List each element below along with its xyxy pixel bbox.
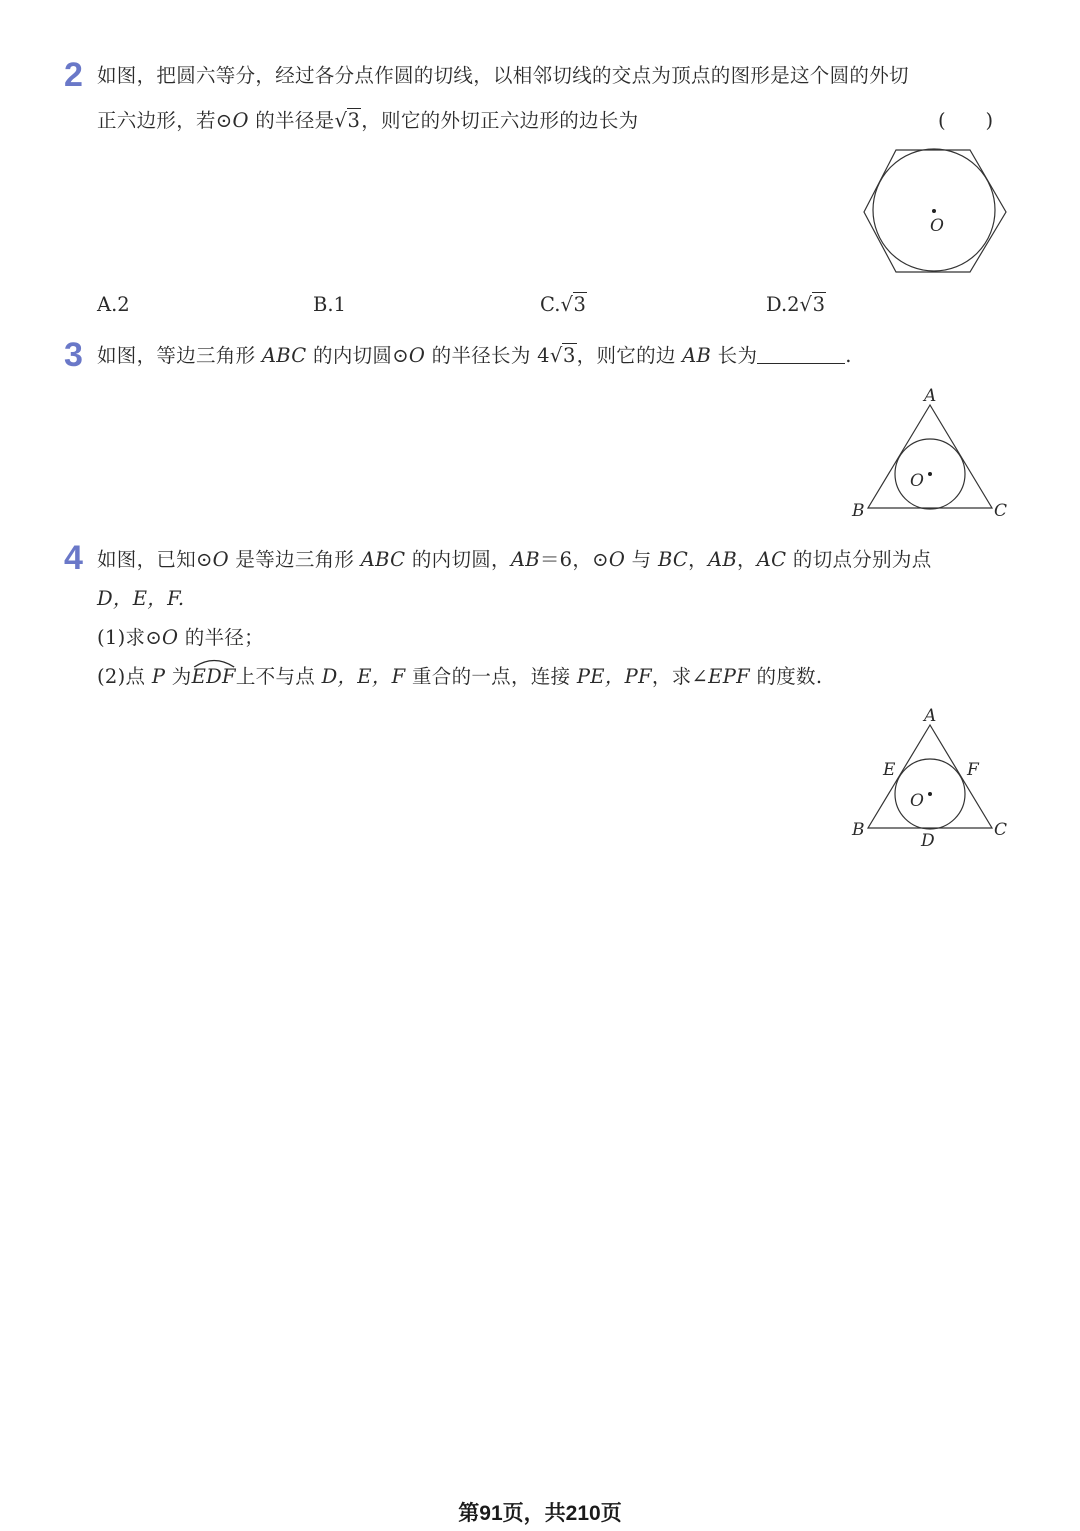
label-o: O xyxy=(910,471,924,491)
triangle-abc xyxy=(868,405,992,508)
sqrt-symbol: √ 3 xyxy=(560,292,587,318)
label-a: A xyxy=(924,386,937,406)
q4-triangle-figure xyxy=(848,703,1013,853)
label-b: B xyxy=(852,820,865,840)
center-dot xyxy=(932,209,936,213)
q2-option-b[interactable]: B.1 xyxy=(313,293,346,316)
q2-hexagon-figure xyxy=(860,146,1010,276)
q3-line-1: 如图，等边三角形 ABC 的内切圆⊙O 的半径长为 4√ 3，则它的边 AB 长为 . xyxy=(97,343,852,369)
label-o: O xyxy=(930,216,944,236)
question-number-4: 4 xyxy=(64,539,83,577)
q4-subquestion-1: (1)求⊙O 的半径； xyxy=(97,626,264,649)
q2-option-d[interactable]: D.2√ 3 xyxy=(766,292,826,318)
label-o: O xyxy=(910,791,924,811)
q2-option-a[interactable]: A.2 xyxy=(97,293,130,316)
center-dot xyxy=(928,792,932,796)
label-d: D xyxy=(921,831,935,851)
label-c: C xyxy=(994,820,1008,840)
sqrt-symbol: √ 3 xyxy=(334,108,361,134)
center-dot xyxy=(928,472,932,476)
q4-line-1: 如图，已知⊙O 是等边三角形 ABC 的内切圆，AB＝6，⊙O 与 BC，AB，AC 的切点分别为点 xyxy=(97,548,932,571)
question-number-3: 3 xyxy=(64,336,83,374)
q2-answer-paren: ( ) xyxy=(938,109,994,132)
q4-subquestion-2: (2)点 P 为 EDF上不与点 D，E，F 重合的一点，连接 PE，PF，求∠EPF 的度数. xyxy=(97,664,822,690)
answer-blank[interactable] xyxy=(757,345,845,364)
q3-triangle-figure xyxy=(848,383,1013,523)
q2-line-2: 正六边形，若⊙O 的半径是√ 3，则它的外切正六边形的边长为 xyxy=(97,108,638,134)
label-e: E xyxy=(883,760,896,780)
label-f: F xyxy=(967,760,979,780)
label-b: B xyxy=(852,501,865,521)
label-a: A xyxy=(924,706,937,726)
sqrt-symbol: √ 3 xyxy=(800,292,827,318)
label-c: C xyxy=(994,501,1008,521)
q2-option-c[interactable]: C.√ 3 xyxy=(540,292,587,318)
sqrt-symbol: √ 3 xyxy=(550,343,577,369)
question-number-2: 2 xyxy=(64,56,83,94)
arc-notation: EDF xyxy=(192,664,236,690)
page-footer: 第91页，共210页 xyxy=(458,1502,622,1525)
q4-line-2: D，E，F. xyxy=(97,587,185,610)
q2-line-1: 如图，把圆六等分，经过各分点作圆的切线，以相邻切线的交点为顶点的图形是这个圆的外切 xyxy=(97,64,909,87)
